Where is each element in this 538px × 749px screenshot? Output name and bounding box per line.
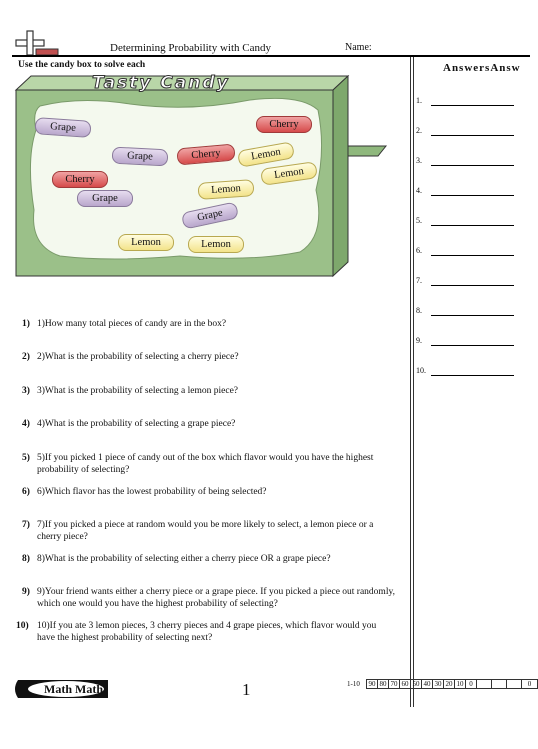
page-number: 1 bbox=[242, 680, 251, 699]
question-body: Which flavor has the lowest probability of being selected? bbox=[44, 487, 267, 497]
score-range-label: 1-10 bbox=[347, 680, 360, 688]
candy-grape: Grape bbox=[112, 147, 169, 167]
question-prefix: 7) bbox=[37, 520, 45, 530]
answer-row bbox=[416, 336, 516, 348]
question-body: Your friend wants either a cherry piece or a grape piece. If you picked a piece out randomly, which one would you have the highest probability of selecting? bbox=[37, 587, 395, 609]
answer-row bbox=[416, 216, 516, 228]
answer-blank[interactable] bbox=[431, 315, 514, 316]
answer-number: 6. bbox=[416, 246, 422, 255]
score-cell: 10 bbox=[455, 680, 466, 688]
answer-blank[interactable] bbox=[431, 285, 514, 286]
answer-blank[interactable] bbox=[431, 105, 514, 106]
candy-lemon: Lemon bbox=[260, 161, 318, 186]
answer-row bbox=[416, 96, 516, 108]
question-prefix: 6) bbox=[37, 487, 45, 497]
answer-row bbox=[416, 306, 516, 318]
question-number: 1) bbox=[22, 319, 30, 329]
answer-row bbox=[416, 246, 516, 258]
answer-blank[interactable] bbox=[431, 225, 514, 226]
answer-blank[interactable] bbox=[431, 255, 514, 256]
candy-cherry: Cherry bbox=[176, 144, 235, 166]
answer-blank[interactable] bbox=[431, 345, 514, 346]
question-body: If you ate 3 lemon pieces, 3 cherry pieces and 4 grape pieces, which flavor would you have the highest probability of selecting next? bbox=[37, 621, 377, 643]
score-cell bbox=[507, 680, 522, 688]
candy-lemon: Lemon bbox=[237, 141, 295, 167]
question-body: What is the probability of selecting either a cherry piece OR a grape piece? bbox=[44, 554, 331, 564]
score-cell bbox=[477, 680, 492, 688]
question-text bbox=[37, 486, 395, 498]
question-text bbox=[37, 385, 395, 397]
answer-row bbox=[416, 156, 516, 168]
worksheet-title: Determining Probability with Candy bbox=[110, 42, 272, 54]
answer-number: 10. bbox=[416, 366, 426, 375]
column-divider bbox=[413, 57, 414, 707]
question-prefix: 8) bbox=[37, 554, 45, 564]
score-cell: 20 bbox=[444, 680, 455, 688]
score-cell: 90 bbox=[367, 680, 378, 688]
answer-number: 3. bbox=[416, 156, 422, 165]
answer-row bbox=[416, 186, 516, 198]
candy-cherry: Cherry bbox=[256, 116, 312, 133]
question-prefix: 1) bbox=[37, 319, 45, 329]
answer-number: 2. bbox=[416, 126, 422, 135]
candy-cherry: Cherry bbox=[52, 171, 108, 188]
score-strip bbox=[366, 679, 538, 689]
answer-blank[interactable] bbox=[431, 135, 514, 136]
answer-number: 1. bbox=[416, 96, 422, 105]
score-cell: 0 bbox=[466, 680, 477, 688]
question-number: 5) bbox=[22, 453, 30, 463]
candy-grape: Grape bbox=[77, 190, 133, 207]
question-number: 3) bbox=[22, 386, 30, 396]
question-text bbox=[37, 418, 395, 430]
question-body: If you picked a piece at random would you be more likely to select, a lemon piece or a cherry piece? bbox=[37, 520, 374, 542]
candy-lemon: Lemon bbox=[188, 236, 244, 253]
question-prefix: 10) bbox=[37, 621, 50, 631]
answer-number: 5. bbox=[416, 216, 422, 225]
question-prefix: 2) bbox=[37, 352, 45, 362]
candy-box-title: Tasty Candy bbox=[92, 73, 230, 93]
question-number: 4) bbox=[22, 419, 30, 429]
question-body: How many total pieces of candy are in the box? bbox=[44, 319, 227, 329]
question-prefix: 3) bbox=[37, 386, 45, 396]
answer-number: 7. bbox=[416, 276, 422, 285]
answers-heading: AnswersAnsw bbox=[443, 62, 521, 74]
question-text bbox=[37, 318, 395, 330]
answer-row bbox=[416, 276, 516, 288]
question-text bbox=[37, 553, 395, 565]
score-cell: 40 bbox=[422, 680, 433, 688]
score-cell: 50 bbox=[411, 680, 422, 688]
question-body: What is the probability of selecting a cherry piece? bbox=[44, 352, 239, 362]
score-cell: 0 bbox=[527, 680, 532, 688]
question-prefix: 5) bbox=[37, 453, 45, 463]
question-number: 2) bbox=[22, 352, 30, 362]
score-cell: 60 bbox=[400, 680, 411, 688]
column-divider bbox=[410, 57, 411, 707]
score-cell: 70 bbox=[389, 680, 400, 688]
name-label: Name: bbox=[345, 42, 372, 53]
answer-number: 8. bbox=[416, 306, 422, 315]
question-body: What is the probability of selecting a grape piece? bbox=[44, 419, 236, 429]
answer-number: 4. bbox=[416, 186, 422, 195]
answer-number: 9. bbox=[416, 336, 422, 345]
score-cell: 80 bbox=[378, 680, 389, 688]
score-cell: 30 bbox=[433, 680, 444, 688]
candy-grape: Grape bbox=[181, 201, 239, 229]
question-text bbox=[37, 351, 395, 363]
answer-blank[interactable] bbox=[431, 195, 514, 196]
question-text bbox=[37, 452, 395, 476]
question-body: If you picked 1 piece of candy out of the box which flavor would you have the highest probability of selecting? bbox=[37, 453, 374, 475]
candy-grape: Grape bbox=[34, 117, 91, 138]
candy-lemon: Lemon bbox=[118, 234, 174, 251]
question-text bbox=[37, 519, 395, 543]
question-body: What is the probability of selecting a lemon piece? bbox=[44, 386, 239, 396]
answer-row bbox=[416, 126, 516, 138]
answer-blank[interactable] bbox=[431, 375, 514, 376]
answer-blank[interactable] bbox=[431, 165, 514, 166]
footer-logo-text: Math Math bbox=[44, 682, 103, 696]
question-number: 10) bbox=[16, 621, 29, 631]
answer-row bbox=[416, 366, 516, 378]
question-text bbox=[37, 620, 395, 644]
question-number: 8) bbox=[22, 554, 30, 564]
question-prefix: 4) bbox=[37, 419, 45, 429]
candy-lemon: Lemon bbox=[197, 179, 254, 200]
question-number: 6) bbox=[22, 487, 30, 497]
question-text bbox=[37, 586, 395, 610]
question-number: 7) bbox=[22, 520, 30, 530]
question-number: 9) bbox=[22, 587, 30, 597]
question-prefix: 9) bbox=[37, 587, 45, 597]
instruction-text: Use the candy box to solve each bbox=[18, 60, 146, 70]
score-cell bbox=[492, 680, 507, 688]
